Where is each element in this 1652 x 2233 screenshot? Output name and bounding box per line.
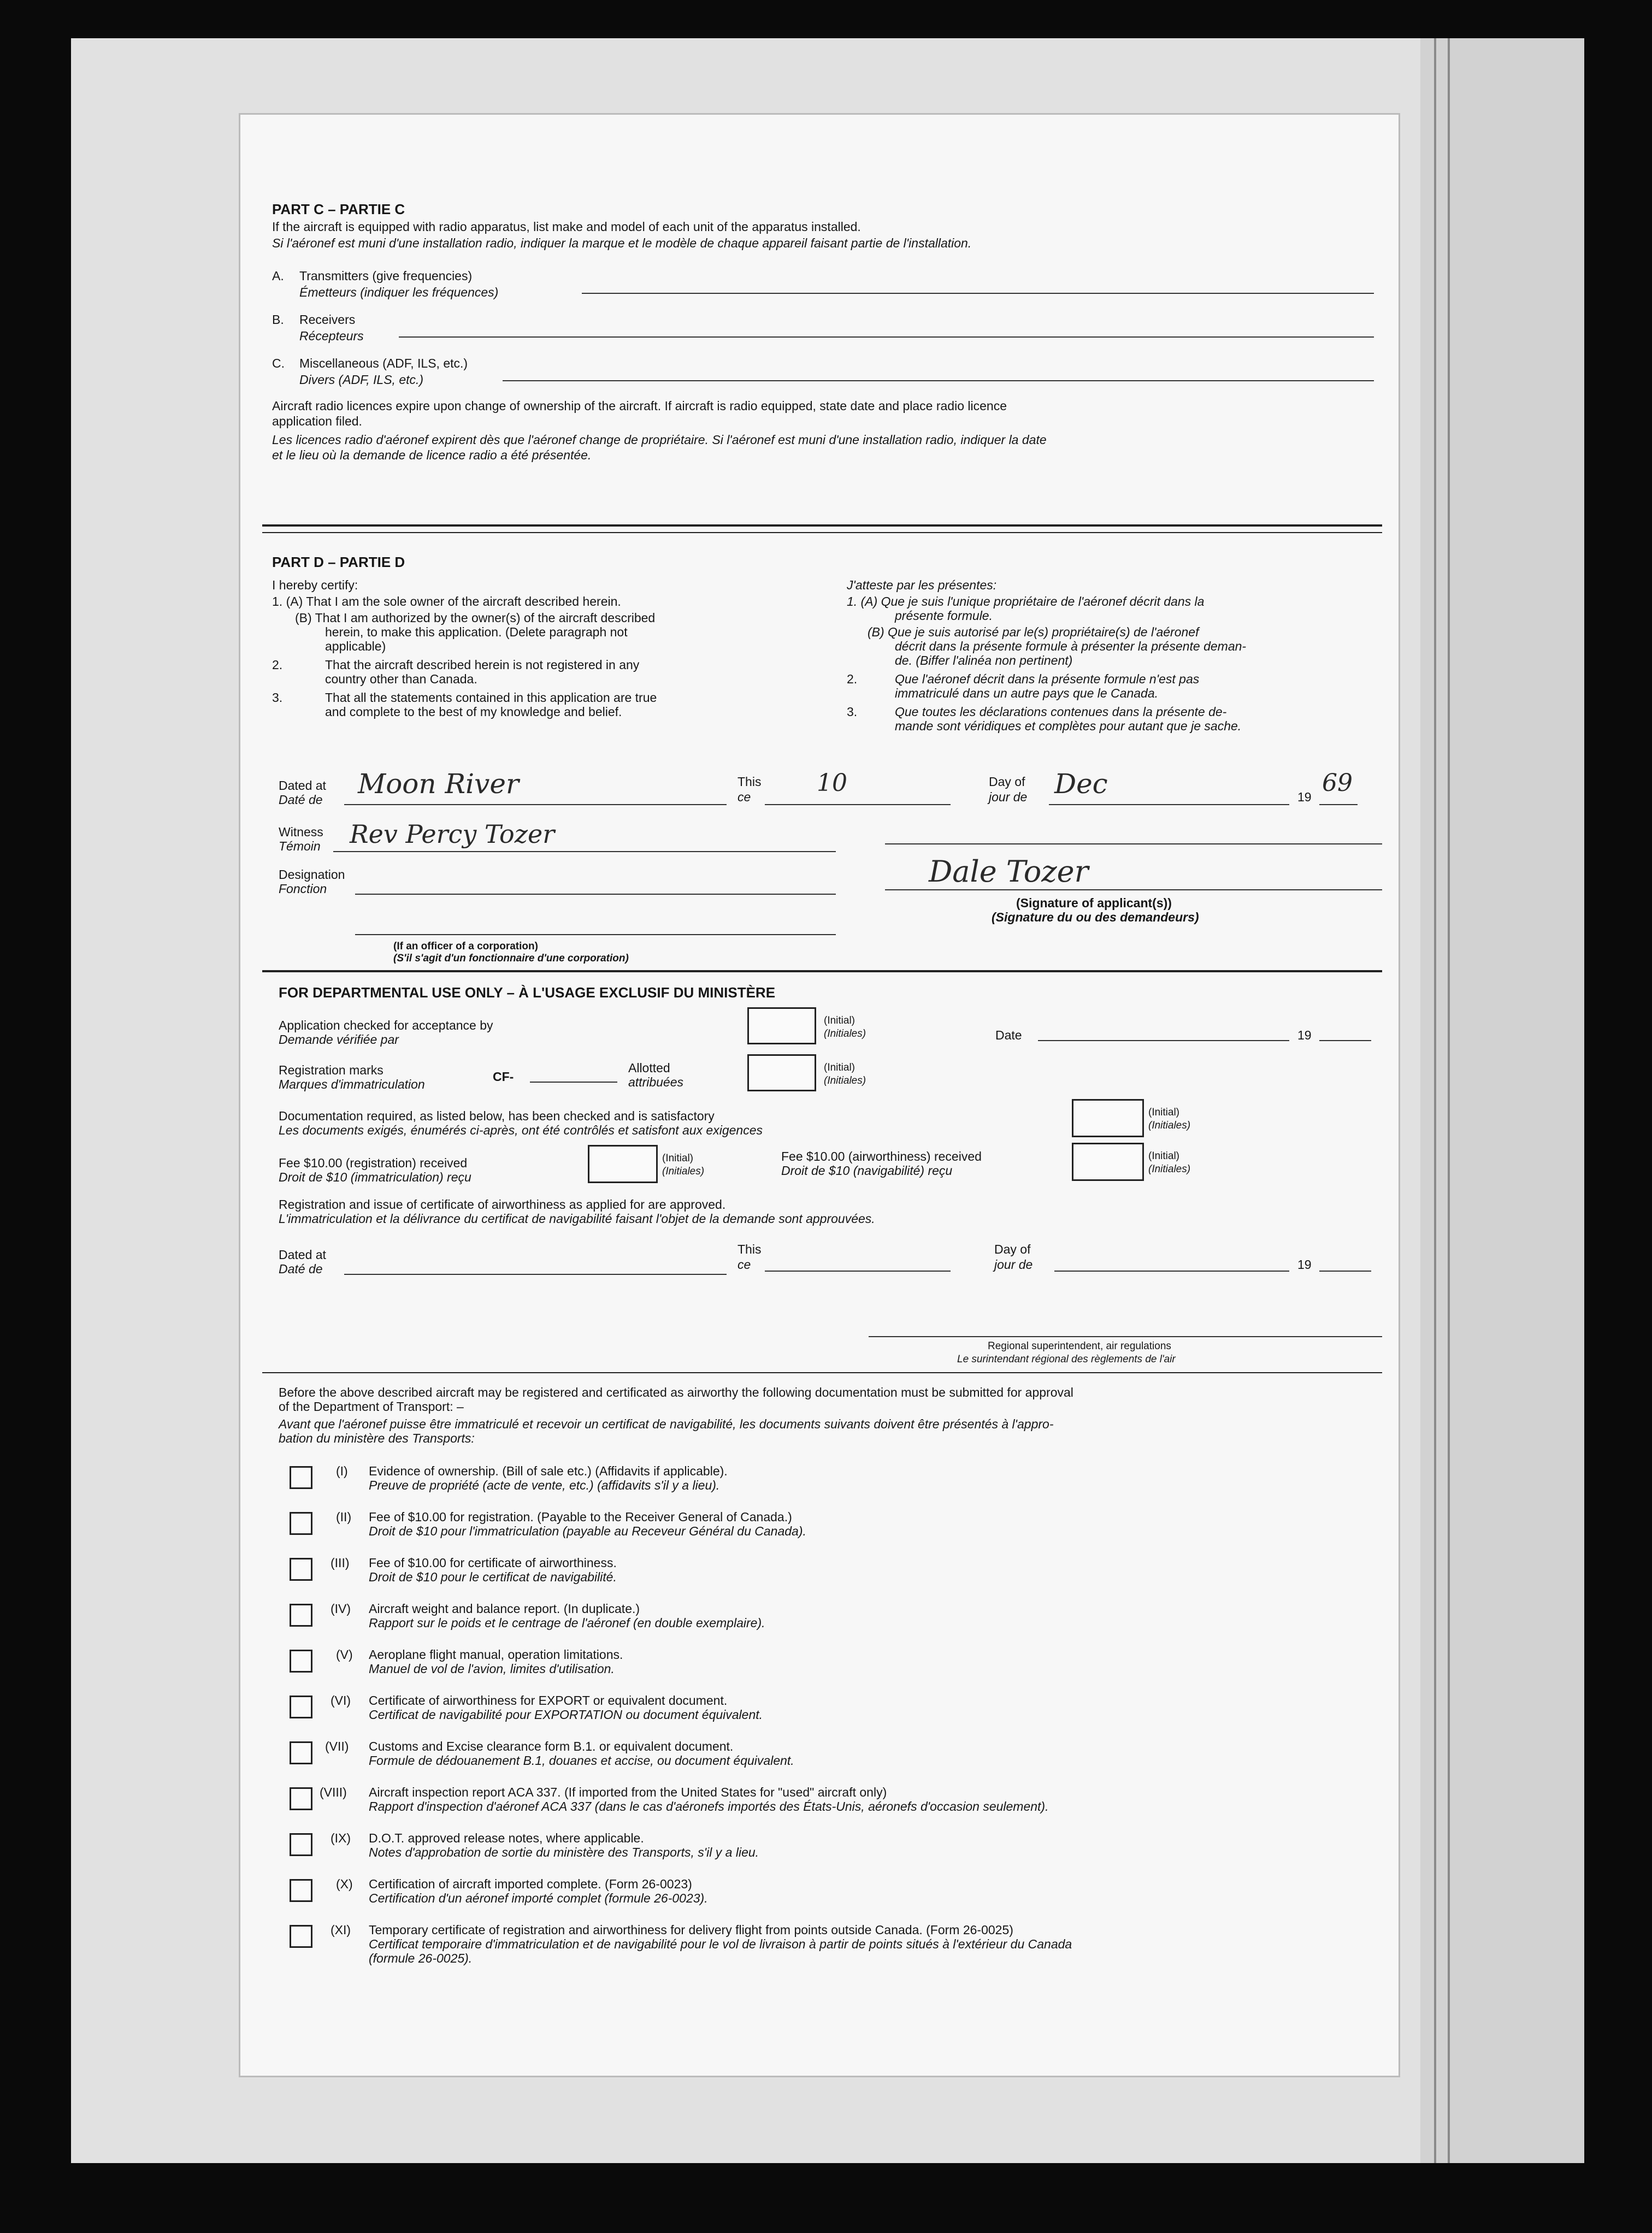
docs-initial-box[interactable] — [1072, 1099, 1144, 1137]
aircraft-registration-form — [240, 115, 1399, 2076]
item-num: (VIII) — [320, 1785, 347, 1799]
initial-label-fr: (Initiales) — [662, 1166, 705, 1177]
handwritten-year: 69 — [1322, 769, 1353, 797]
initial-label-fr: (Initiales) — [1148, 1120, 1191, 1131]
certify-1b-fr-2: décrit dans la présente formule à présenter la présente deman- — [895, 639, 1247, 653]
certify-1b-en-2: herein, to make this application. (Delete paragraph not — [325, 625, 628, 639]
year-prefix: 19 — [1297, 790, 1312, 804]
witness-label-en: Witness — [279, 825, 323, 839]
checkbox-item-xi[interactable] — [290, 1925, 312, 1948]
certify-2-num-en: 2. — [272, 658, 283, 672]
handwritten-month: Dec — [1054, 768, 1108, 800]
dept-year-field-2[interactable] — [1319, 1271, 1371, 1272]
section-divider — [262, 970, 1382, 972]
item-en: Certificate of airworthiness for EXPORT or equivalent document. — [369, 1693, 728, 1708]
certify-3-fr: Que toutes les déclarations contenues dans la présente de- — [895, 705, 1227, 719]
part-c-intro-fr: Si l'aéronef est muni d'une installation radio, indiquer la marque et le modèle de chaque appareil faisant partie de l'installation. — [272, 236, 972, 250]
misc-label-en: Miscellaneous (ADF, ILS, etc.) — [299, 356, 468, 370]
certify-2-num-fr: 2. — [847, 672, 858, 686]
item-en: Evidence of ownership. (Bill of sale etc.) (Affidavits if applicable). — [369, 1464, 728, 1478]
dept-date-label: Date — [995, 1028, 1022, 1042]
checkbox-item-x[interactable] — [290, 1879, 312, 1902]
item-en: Aeroplane flight manual, operation limitations. — [369, 1647, 623, 1662]
dept-this-en: This — [738, 1242, 762, 1256]
dept-month-field[interactable] — [1054, 1271, 1289, 1272]
part-c-intro-en: If the aircraft is equipped with radio apparatus, list make and model of each unit of the apparatus installed. — [272, 220, 861, 234]
certify-2-fr-2: immatriculé dans un autre pays que le Canada. — [895, 686, 1159, 700]
item-fr: Certificat temporaire d'immatriculation et de navigabilité pour le vol de livraison à partir de points situés à l'extérieur du Canada — [369, 1937, 1072, 1951]
marks-label-fr: Marques d'immatriculation — [279, 1077, 425, 1091]
witness-field[interactable] — [333, 851, 836, 852]
checkbox-item-ix[interactable] — [290, 1833, 312, 1856]
dept-year-field[interactable] — [1319, 1040, 1371, 1041]
transmitters-field[interactable] — [582, 293, 1374, 294]
designation-field[interactable] — [355, 894, 836, 895]
item-en: Temporary certificate of registration and airworthiness for delivery flight from points outside Canada. (Form 26-0025) — [369, 1923, 1013, 1937]
officer-caption-en: (If an officer of a corporation) — [393, 941, 538, 952]
item-num: (IV) — [331, 1602, 351, 1616]
this-label-fr: ce — [738, 790, 751, 804]
handwritten-day: 10 — [817, 769, 847, 797]
misc-field[interactable] — [503, 380, 1374, 381]
docs-checked-en: Documentation required, as listed below, has been checked and is satisfactory — [279, 1109, 715, 1123]
witness-label-fr: Témoin — [279, 839, 321, 853]
misc-letter: C. — [272, 356, 285, 370]
fee-registration-en: Fee $10.00 (registration) received — [279, 1156, 468, 1170]
dept-this-fr: ce — [738, 1257, 751, 1272]
allotted-initial-box[interactable] — [747, 1054, 816, 1091]
fee-airworthiness-fr: Droit de $10 (navigabilité) reçu — [781, 1163, 953, 1178]
year-field[interactable] — [1319, 804, 1358, 805]
initial-label-en: (Initial) — [824, 1062, 856, 1073]
certify-3-en-2: and complete to the best of my knowledge and belief. — [325, 705, 622, 719]
applicant-second-signature-field[interactable] — [885, 843, 1382, 844]
item-en: Aircraft inspection report ACA 337. (If imported from the United States for "used" aircraft only) — [369, 1785, 887, 1799]
item-num: (V) — [336, 1647, 353, 1662]
item-num: (XI) — [331, 1923, 351, 1937]
item-num: (I) — [336, 1464, 348, 1478]
checked-by-label-en: Application checked for acceptance by — [279, 1018, 493, 1032]
item-en: Aircraft weight and balance report. (In duplicate.) — [369, 1602, 640, 1616]
certify-3-en: That all the statements contained in this application are true — [325, 690, 657, 705]
dated-at-field[interactable] — [344, 804, 727, 805]
officer-caption-fr: (S'il s'agit d'un fonctionnaire d'une corporation) — [393, 953, 629, 964]
signature-caption-en: (Signature of applicant(s)) — [1016, 896, 1172, 910]
dept-dated-at-fr: Daté de — [279, 1262, 323, 1276]
checklist-intro-fr-2: bation du ministère des Transports: — [279, 1431, 475, 1445]
dept-dated-at-field[interactable] — [344, 1274, 727, 1275]
certify-1a-fr: 1. (A) Que je suis l'unique propriétaire de l'aéronef décrit dans la — [847, 594, 1205, 609]
item-num: (II) — [336, 1510, 352, 1524]
checklist-intro-en-1: Before the above described aircraft may be registered and certificated as airworthy the following documentation must be submitted for approval — [279, 1385, 1073, 1399]
superintendent-caption-en: Regional superintendent, air regulations — [988, 1340, 1171, 1352]
checked-by-label-fr: Demande vérifiée par — [279, 1032, 399, 1047]
item-fr: Rapport d'inspection d'aéronef ACA 337 (dans le cas d'aéronefs importés des États-Unis, aéronefs d'occasion seulement). — [369, 1799, 1049, 1813]
certify-intro-fr: J'atteste par les présentes: — [847, 578, 997, 592]
marks-label-en: Registration marks — [279, 1063, 384, 1077]
dept-day-field[interactable] — [765, 1271, 951, 1272]
radio-note-fr-1: Les licences radio d'aéronef expirent dès que l'aéronef change de propriétaire. Si l'aéronef est muni d'une installation radio, indiquer la date — [272, 433, 1047, 447]
certify-1a-fr-2: présente formule. — [895, 609, 993, 623]
signature-caption-fr: (Signature du ou des demandeurs) — [992, 910, 1199, 924]
dept-dated-at-en: Dated at — [279, 1248, 326, 1262]
section-divider — [262, 524, 1382, 527]
certify-1b-en-3: applicable) — [325, 639, 386, 653]
handwritten-place: Moon River — [358, 768, 519, 800]
item-fr: Rapport sur le poids et le centrage de l'aéronef (en double exemplaire). — [369, 1616, 765, 1630]
radio-note-en-1: Aircraft radio licences expire upon change of ownership of the aircraft. If aircraft is radio equipped, state date and place radio licence — [272, 399, 1007, 413]
checkbox-item-viii[interactable] — [290, 1787, 312, 1810]
item-en: Fee of $10.00 for registration. (Payable to the Receiver General of Canada.) — [369, 1510, 792, 1524]
page-edge-line — [1448, 38, 1450, 2163]
fee-airworthiness-initial-box[interactable] — [1072, 1143, 1144, 1181]
radio-note-fr-2: et le lieu où la demande de licence radio a été présentée. — [272, 448, 592, 462]
item-en: Customs and Excise clearance form B.1. or equivalent document. — [369, 1739, 734, 1753]
initial-label-fr: (Initiales) — [824, 1075, 866, 1086]
checkbox-item-vii[interactable] — [290, 1741, 312, 1764]
handwritten-signature: Dale Tozer — [929, 854, 1089, 889]
fee-airworthiness-en: Fee $10.00 (airworthiness) received — [781, 1149, 982, 1163]
part-c-heading: PART C – PARTIE C — [272, 201, 405, 217]
day-field[interactable] — [765, 804, 951, 805]
designation-label-fr: Fonction — [279, 882, 327, 896]
receivers-label-en: Receivers — [299, 312, 356, 327]
issue-approved-en: Registration and issue of certificate of airworthiness as applied for are approved. — [279, 1197, 726, 1212]
transmitters-label-en: Transmitters (give frequencies) — [299, 269, 473, 283]
checkbox-item-v[interactable] — [290, 1650, 312, 1673]
item-en: Fee of $10.00 for certificate of airworthiness. — [369, 1556, 617, 1570]
item-fr: Preuve de propriété (acte de vente, etc.) (affidavits s'il y a lieu). — [369, 1478, 720, 1492]
item-en: Certification of aircraft imported complete. (Form 26-0023) — [369, 1877, 692, 1891]
dept-heading: FOR DEPARTMENTAL USE ONLY – À L'USAGE EXCLUSIF DU MINISTÈRE — [279, 984, 776, 1001]
issue-approved-fr: L'immatriculation et la délivrance du certificat de navigabilité faisant l'objet de la demande sont approuvées. — [279, 1212, 875, 1226]
transmitters-label-fr: Émetteurs (indiquer les fréquences) — [299, 285, 499, 299]
docs-checked-fr: Les documents exigés, énumérés ci-après, ont été contrôlés et satisfont aux exigences — [279, 1123, 763, 1137]
item-fr: Droit de $10 pour l'immatriculation (payable au Receveur Général du Canada). — [369, 1524, 806, 1538]
dept-day-of-fr: jour de — [994, 1257, 1033, 1272]
item-num: (III) — [331, 1556, 350, 1570]
item-en: D.O.T. approved release notes, where applicable. — [369, 1831, 644, 1845]
superintendent-caption-fr: Le surintendant régional des règlements de l'air — [957, 1354, 1176, 1365]
certify-2-en: That the aircraft described herein is not registered in any — [325, 658, 640, 672]
certify-3-fr-2: mande sont véridiques et complètes pour autant que je sache. — [895, 719, 1242, 733]
certify-1a-en: 1. (A) That I am the sole owner of the aircraft described herein. — [272, 594, 621, 609]
checkbox-item-iv[interactable] — [290, 1604, 312, 1627]
checkbox-item-vi[interactable] — [290, 1696, 312, 1718]
misc-label-fr: Divers (ADF, ILS, etc.) — [299, 373, 424, 387]
receivers-label-fr: Récepteurs — [299, 329, 364, 343]
checkbox-item-iii[interactable] — [290, 1558, 312, 1581]
this-label-en: This — [738, 775, 762, 789]
radio-note-en-2: application filed. — [272, 414, 362, 428]
day-of-label-fr: jour de — [989, 790, 1028, 804]
allotted-label-fr: attribuées — [628, 1075, 684, 1089]
dated-at-label-fr: Daté de — [279, 793, 323, 807]
initial-label-en: (Initial) — [1148, 1150, 1180, 1162]
dept-year-prefix: 19 — [1297, 1028, 1312, 1042]
receivers-field[interactable] — [399, 336, 1374, 338]
section-divider — [262, 1372, 1382, 1373]
item-num: (VI) — [331, 1693, 351, 1708]
checkbox-item-ii[interactable] — [290, 1512, 312, 1535]
page-edge-strip — [1420, 38, 1584, 2163]
fee-registration-fr: Droit de $10 (immatriculation) reçu — [279, 1170, 471, 1184]
registration-marks-field[interactable] — [530, 1082, 617, 1083]
certify-1b-en: (B) That I am authorized by the owner(s) of the aircraft described — [295, 611, 656, 625]
initial-label-en: (Initial) — [1148, 1107, 1180, 1118]
cf-prefix: CF- — [493, 1070, 514, 1084]
receivers-letter: B. — [272, 312, 284, 327]
dept-day-of-en: Day of — [994, 1242, 1031, 1256]
applicant-signature-field[interactable] — [885, 889, 1382, 890]
item-fr: Certification d'un aéronef importé complet (formule 26-0023). — [369, 1891, 708, 1905]
item-fr: Droit de $10 pour le certificat de navigabilité. — [369, 1570, 617, 1584]
certify-2-en-2: country other than Canada. — [325, 672, 477, 686]
certify-intro-en: I hereby certify: — [272, 578, 358, 592]
item-fr: Notes d'approbation de sortie du ministère des Transports, s'il y a lieu. — [369, 1845, 759, 1859]
transmitters-letter: A. — [272, 269, 284, 283]
certify-3-num-fr: 3. — [847, 705, 858, 719]
initial-label-en: (Initial) — [824, 1015, 856, 1026]
checked-by-initial-box[interactable] — [747, 1007, 816, 1044]
certify-2-fr: Que l'aéronef décrit dans la présente formule n'est pas — [895, 672, 1200, 686]
dept-date-field[interactable] — [1038, 1040, 1289, 1041]
checklist-intro-fr-1: Avant que l'aéronef puisse être immatriculé et recevoir un certificat de navigabilité, les documents suivants doivent être présentés à l'appro- — [279, 1417, 1054, 1431]
certify-1b-fr: (B) Que je suis autorisé par le(s) propriétaire(s) de l'aéronef — [868, 625, 1199, 639]
certify-3-num-en: 3. — [272, 690, 283, 705]
dated-at-label-en: Dated at — [279, 778, 326, 793]
item-num: (VII) — [325, 1739, 349, 1753]
item-fr-2: (formule 26-0025). — [369, 1951, 473, 1965]
month-field[interactable] — [1049, 804, 1289, 805]
handwritten-witness: Rev Percy Tozer — [350, 819, 555, 849]
checklist-intro-en-2: of the Department of Transport: – — [279, 1399, 464, 1414]
designation-label-en: Designation — [279, 867, 345, 882]
officer-field[interactable] — [355, 934, 836, 935]
item-fr: Manuel de vol de l'avion, limites d'utilisation. — [369, 1662, 615, 1676]
part-d-heading: PART D – PARTIE D — [272, 554, 405, 570]
initial-label-fr: (Initiales) — [824, 1028, 866, 1039]
item-fr: Formule de dédouanement B.1, douanes et accise, ou document équivalent. — [369, 1753, 794, 1768]
item-fr: Certificat de navigabilité pour EXPORTATION ou document équivalent. — [369, 1708, 763, 1722]
certify-1b-fr-3: de. (Biffer l'alinéa non pertinent) — [895, 653, 1073, 667]
item-num: (IX) — [331, 1831, 351, 1845]
page-edge-line — [1434, 38, 1436, 2163]
checkbox-item-i[interactable] — [290, 1466, 312, 1489]
item-num: (X) — [336, 1877, 353, 1891]
initial-label-fr: (Initiales) — [1148, 1163, 1191, 1175]
initial-label-en: (Initial) — [662, 1153, 694, 1164]
allotted-label-en: Allotted — [628, 1061, 670, 1075]
dept-year-prefix-2: 19 — [1297, 1257, 1312, 1272]
fee-registration-initial-box[interactable] — [588, 1145, 658, 1183]
section-divider — [262, 532, 1382, 533]
superintendent-signature-field[interactable] — [869, 1336, 1382, 1337]
day-of-label-en: Day of — [989, 775, 1025, 789]
